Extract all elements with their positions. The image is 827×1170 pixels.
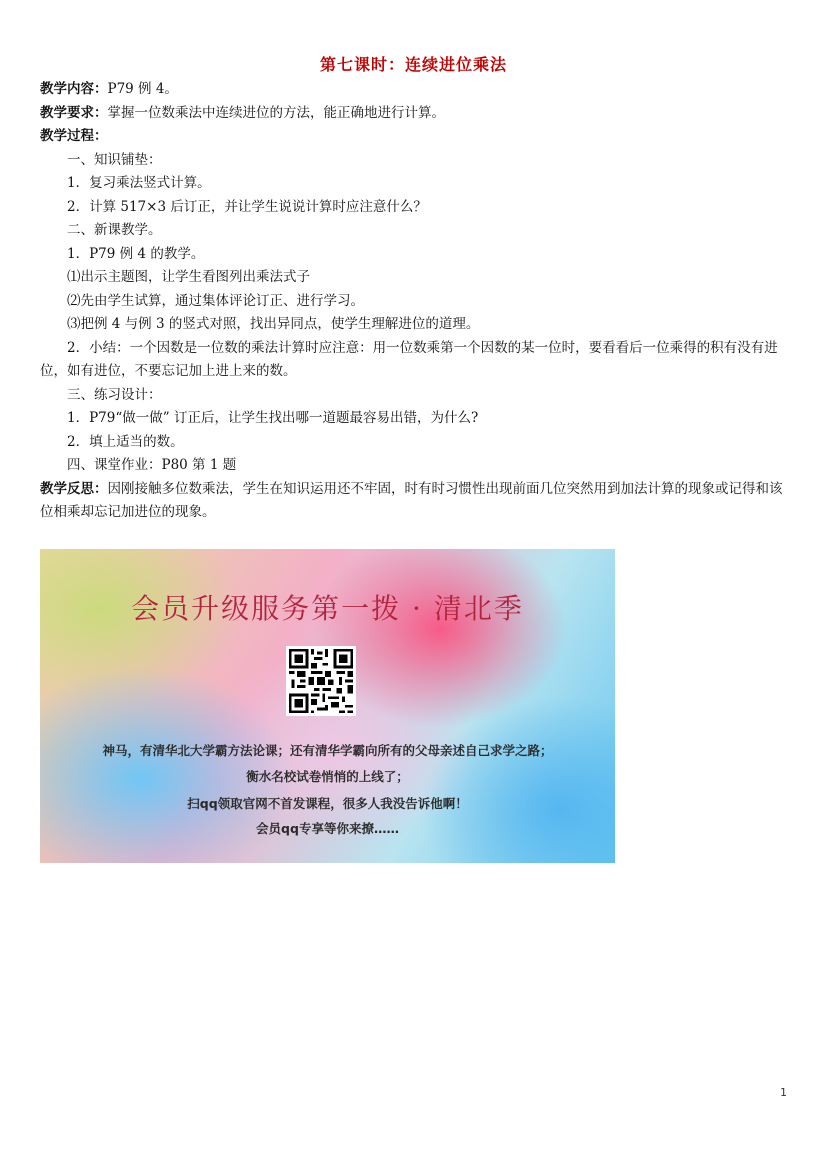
reflection-label: 教学反思： xyxy=(40,480,108,497)
list-item: ⑵先由学生试算，通过集体评论订正、进行学习。 xyxy=(67,292,364,309)
reflection-value: 因刚接触多位数乘法，学生在知识运用还不牢固，时有时习惯性出现前面几位突然用到加法计算的现象或记得和该位相乘却忘记加进位的现象。 xyxy=(40,480,783,520)
section-heading: 三、练习设计： xyxy=(67,386,162,403)
list-item: ⑶把例 4 与例 3 的竖式对照，找出异同点，使学生理解进位的道理。 xyxy=(67,316,480,332)
list-item: 1．复习乘法竖式计算。 xyxy=(67,175,211,191)
reflection-line xyxy=(40,478,790,525)
banner-line: 会员qq专享等你来撩…… xyxy=(256,821,399,836)
document-body xyxy=(40,78,790,525)
list-item: 2．填上适当的数。 xyxy=(67,433,184,450)
content-label: 教学内容： xyxy=(40,81,108,97)
list-item: 2．计算 517×3 后订正，并让学生说说计算时应注意什么？ xyxy=(67,198,427,215)
requirement-label: 教学要求： xyxy=(40,104,108,121)
list-item: 1．P79 例 4 的教学。 xyxy=(67,245,205,262)
qr-code-icon[interactable] xyxy=(286,646,356,716)
promo-banner[interactable] xyxy=(40,549,615,863)
list-item: 1．P79“做一做” 订正后，让学生找出哪一道题最容易出错，为什么? xyxy=(67,410,479,426)
process-label: 教学过程： xyxy=(40,128,108,144)
section-heading: 四、课堂作业：P80 第 1 题 xyxy=(67,457,237,473)
content-line xyxy=(40,78,790,102)
banner-title: 会员升级服务第一拨 · 清北季 xyxy=(131,592,524,625)
section-heading: 一、知识铺垫： xyxy=(67,151,162,168)
list-item: 2．小结：一个因数是一位数的乘法计算时应注意：用一位数乘第一个因数的某一位时，要看看后一位乘得的积有没有进位，如有进位，不要忘记加上进上来的数。 xyxy=(40,339,778,379)
requirement-value: 掌握一位数乘法中连续进位的方法，能正确地进行计算。 xyxy=(107,104,445,121)
banner-line: 衡水名校试卷悄悄的上线了； xyxy=(246,769,409,784)
section-heading: 二、新课教学。 xyxy=(67,222,162,238)
requirement-line xyxy=(40,102,790,126)
list-item: ⑴出示主题图，让学生看图列出乘法式子 xyxy=(67,269,310,285)
content-value: P79 例 4。 xyxy=(107,81,178,97)
banner-line: 神马，有清华北大学霸方法论课；还有清华学霸向所有的父母亲述自己求学之路； xyxy=(102,743,553,758)
banner-line: 扫qq领取官网不首发课程，很多人我没告诉他啊！ xyxy=(187,796,468,811)
page-title: 第七课时：连续进位乘法 xyxy=(319,55,507,74)
page-number: 1 xyxy=(780,1086,787,1099)
process-line xyxy=(40,125,790,149)
